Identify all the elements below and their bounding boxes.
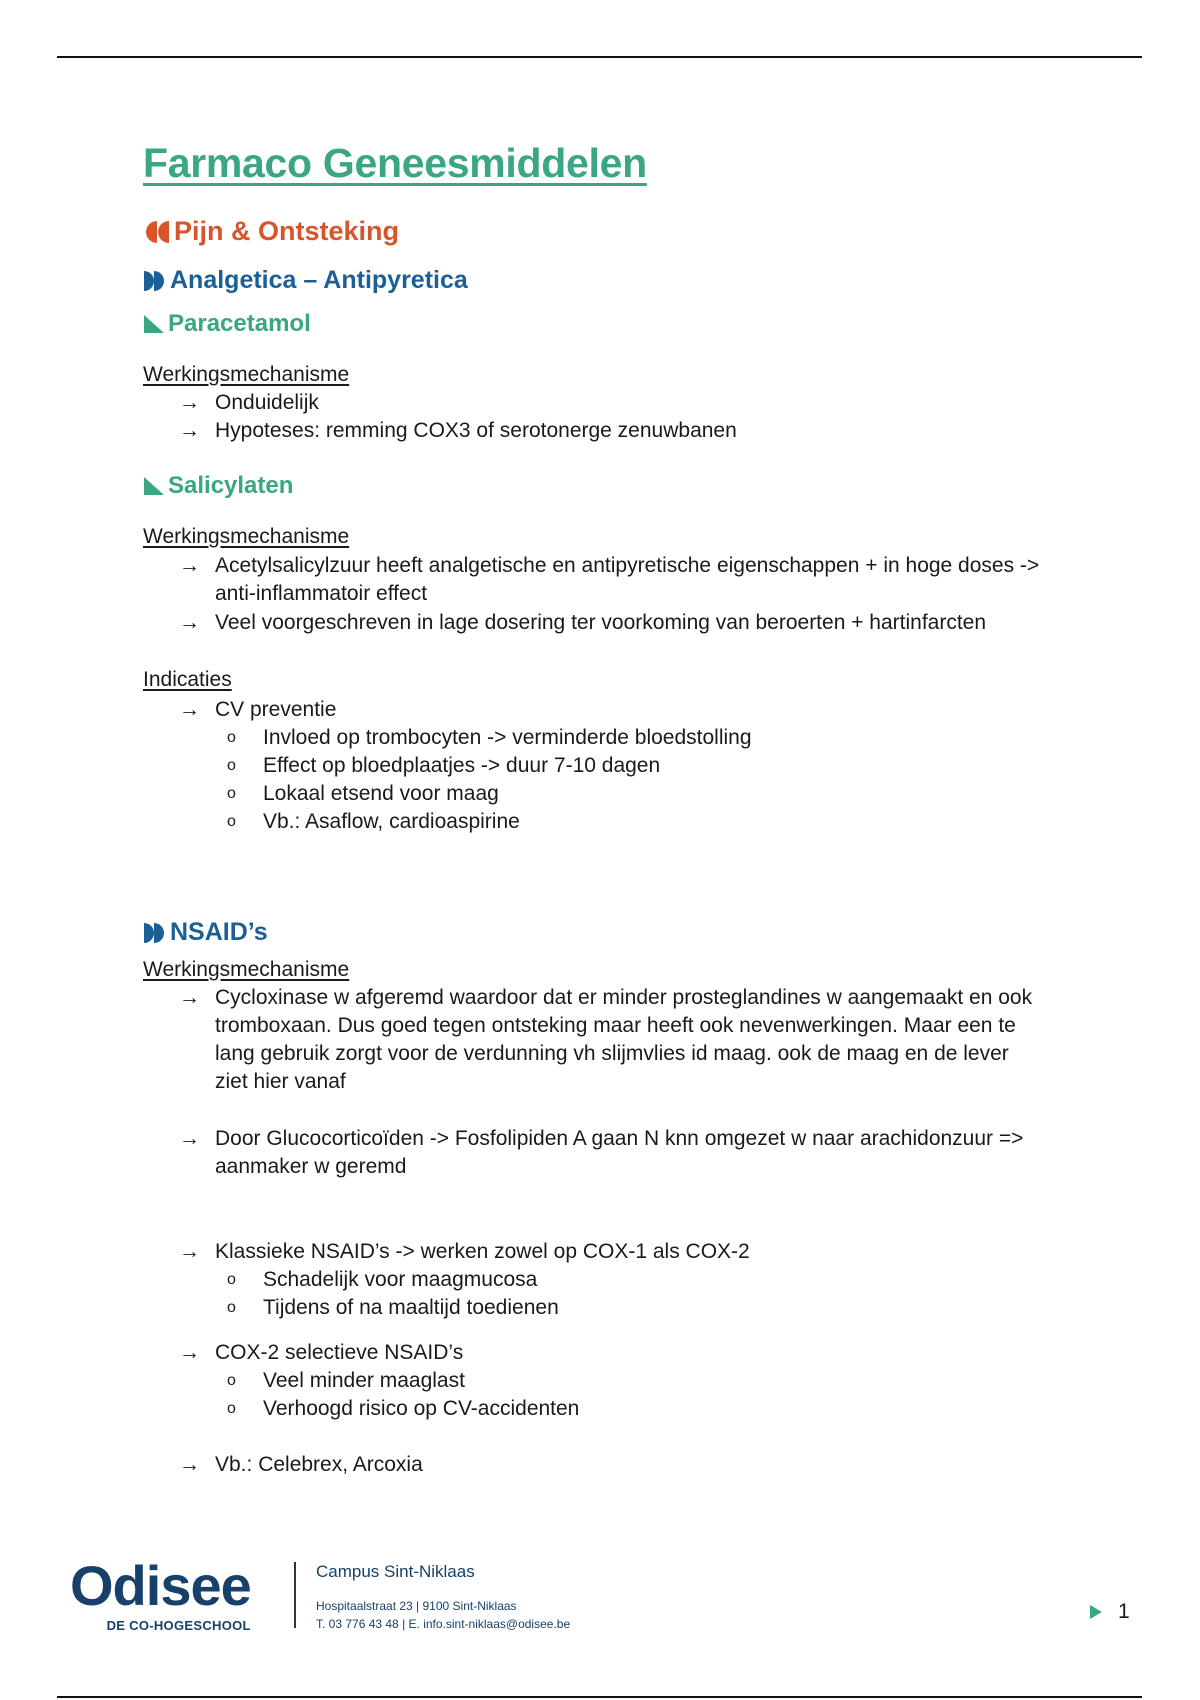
double-chevron-right-icon bbox=[143, 270, 167, 292]
arrow-icon: → bbox=[179, 698, 200, 721]
heading-analgetica-label: Analgetica – Antipyretica bbox=[170, 266, 468, 294]
sub-list-item-text: Verhoogd risico op CV-accidenten bbox=[263, 1397, 580, 1420]
page-number: 1 bbox=[1118, 1600, 1130, 1623]
arrow-icon: → bbox=[179, 1341, 200, 1364]
list-item-text: Klassieke NSAID’s -> werken zowel op COX-1 als COX-2 bbox=[215, 1240, 750, 1263]
list-item bbox=[179, 1451, 1045, 1479]
heading-paracetamol-label: Paracetamol bbox=[168, 310, 311, 337]
arrow-icon: → bbox=[179, 986, 200, 1009]
footer-address: Hospitaalstraat 23 | 9100 Sint-Niklaas bbox=[316, 1599, 517, 1613]
circle-bullet-icon: o bbox=[227, 757, 236, 774]
document-body bbox=[143, 140, 1063, 1476]
circle-bullet-icon: o bbox=[227, 1299, 236, 1316]
logo-subtitle: DE CO-HOGESCHOOL bbox=[106, 1618, 251, 1633]
heading-salicylaten bbox=[143, 472, 293, 500]
list-item-text: Vb.: Celebrex, Arcoxia bbox=[215, 1453, 423, 1476]
sub-list-item-text: Vb.: Asaflow, cardioaspirine bbox=[263, 810, 520, 833]
list-item-text: Veel voorgeschreven in lage dosering ter voorkoming van beroerten + hartinfarcten bbox=[215, 611, 987, 634]
circle-bullet-icon: o bbox=[227, 729, 236, 746]
heading-salicylaten-label: Salicylaten bbox=[168, 472, 294, 499]
sub-list-item bbox=[227, 752, 660, 780]
sub-list-item-text: Veel minder maaglast bbox=[263, 1369, 465, 1392]
sub-list-item bbox=[227, 724, 752, 752]
sub-list-item-text: Schadelijk voor maagmucosa bbox=[263, 1268, 538, 1291]
list-item-text: Onduidelijk bbox=[215, 391, 319, 414]
heading-nsaids-label: NSAID’s bbox=[170, 918, 268, 946]
heading-pijn-label: Pijn & Ontsteking bbox=[174, 216, 400, 246]
sub-list-item bbox=[227, 1367, 465, 1395]
arrow-icon: → bbox=[179, 1127, 200, 1150]
circle-bullet-icon: o bbox=[227, 1400, 236, 1417]
sub-list-item bbox=[227, 780, 499, 808]
arrow-icon: → bbox=[179, 419, 200, 442]
arrow-icon: → bbox=[179, 1240, 200, 1263]
indicaties-label: Indicaties bbox=[143, 668, 232, 691]
triangle-icon bbox=[143, 314, 165, 334]
circle-bullet-icon: o bbox=[227, 785, 236, 802]
list-item-text: CV preventie bbox=[215, 698, 337, 721]
bottom-rule bbox=[57, 1696, 1142, 1698]
salicylaten-werking-label: Werkingsmechanisme bbox=[143, 525, 350, 548]
double-chevron-left-icon bbox=[143, 220, 171, 244]
list-item bbox=[179, 1339, 1045, 1367]
page-indicator bbox=[1090, 1600, 1130, 1624]
sub-list-item bbox=[227, 1266, 537, 1294]
list-item bbox=[179, 1238, 1045, 1266]
nsaids-werking-label: Werkingsmechanisme bbox=[143, 958, 350, 981]
footer-campus: Campus Sint-Niklaas bbox=[316, 1562, 475, 1581]
sub-list-item bbox=[227, 1294, 559, 1322]
sub-list-item bbox=[227, 1395, 579, 1423]
heading-paracetamol bbox=[143, 310, 311, 338]
list-item bbox=[179, 984, 1045, 1096]
footer-divider bbox=[294, 1562, 296, 1628]
list-item-text: Cycloxinase w afgeremd waardoor dat er minder prosteglandines w aangemaakt en ook tromboxaan. Dus goed tegen ontsteking maar heeft ook nevenwerkingen. Maar een te lang gebruik zorgt voor de verdunning vh slijmvlies id maag. ook de maag en de lever ziet hier vanaf bbox=[215, 986, 1033, 1093]
list-item bbox=[179, 1125, 1045, 1181]
list-item-text: Hypoteses: remming COX3 of serotonerge zenuwbanen bbox=[215, 419, 737, 442]
top-rule bbox=[57, 56, 1142, 58]
circle-bullet-icon: o bbox=[227, 1372, 236, 1389]
play-triangle-icon bbox=[1090, 1605, 1102, 1619]
heading-analgetica bbox=[143, 266, 468, 295]
sub-list-item-text: Lokaal etsend voor maag bbox=[263, 782, 499, 805]
list-item bbox=[179, 552, 1045, 608]
footer-contact: T. 03 776 43 48 | E. info.sint-niklaas@odisee.be bbox=[316, 1617, 571, 1631]
double-chevron-right-icon bbox=[143, 922, 167, 944]
heading-pijn-ontsteking bbox=[143, 216, 399, 247]
arrow-icon: → bbox=[179, 391, 200, 414]
heading-nsaids bbox=[143, 918, 268, 947]
arrow-icon: → bbox=[179, 554, 200, 577]
list-item-text: COX-2 selectieve NSAID’s bbox=[215, 1341, 464, 1364]
sub-list-item bbox=[227, 808, 520, 836]
arrow-icon: → bbox=[179, 1453, 200, 1476]
logo-wordmark: Odisee bbox=[70, 1554, 251, 1617]
sub-list-item-text: Tijdens of na maaltijd toedienen bbox=[263, 1296, 559, 1319]
list-item-text: Door Glucocorticoïden -> Fosfolipiden A gaan N knn omgezet w naar arachidonzuur => aanmaker w geremd bbox=[215, 1127, 1024, 1178]
triangle-icon bbox=[143, 476, 165, 496]
odisee-logo bbox=[70, 1554, 251, 1633]
list-item bbox=[179, 417, 1045, 445]
circle-bullet-icon: o bbox=[227, 813, 236, 830]
list-item bbox=[179, 389, 1045, 417]
list-item bbox=[179, 609, 1045, 637]
footer-address-block bbox=[316, 1597, 570, 1633]
list-item-text: Acetylsalicylzuur heeft analgetische en antipyretische eigenschappen + in hoge doses -> anti-inflammatoir effect bbox=[215, 554, 1040, 605]
document-title: Farmaco Geneesmiddelen bbox=[143, 140, 647, 186]
circle-bullet-icon: o bbox=[227, 1271, 236, 1288]
list-item bbox=[179, 696, 1045, 724]
sub-list-item-text: Effect op bloedplaatjes -> duur 7-10 dagen bbox=[263, 754, 661, 777]
arrow-icon: → bbox=[179, 611, 200, 634]
paracetamol-werking-label: Werkingsmechanisme bbox=[143, 363, 350, 386]
sub-list-item-text: Invloed op trombocyten -> verminderde bloedstolling bbox=[263, 726, 752, 749]
